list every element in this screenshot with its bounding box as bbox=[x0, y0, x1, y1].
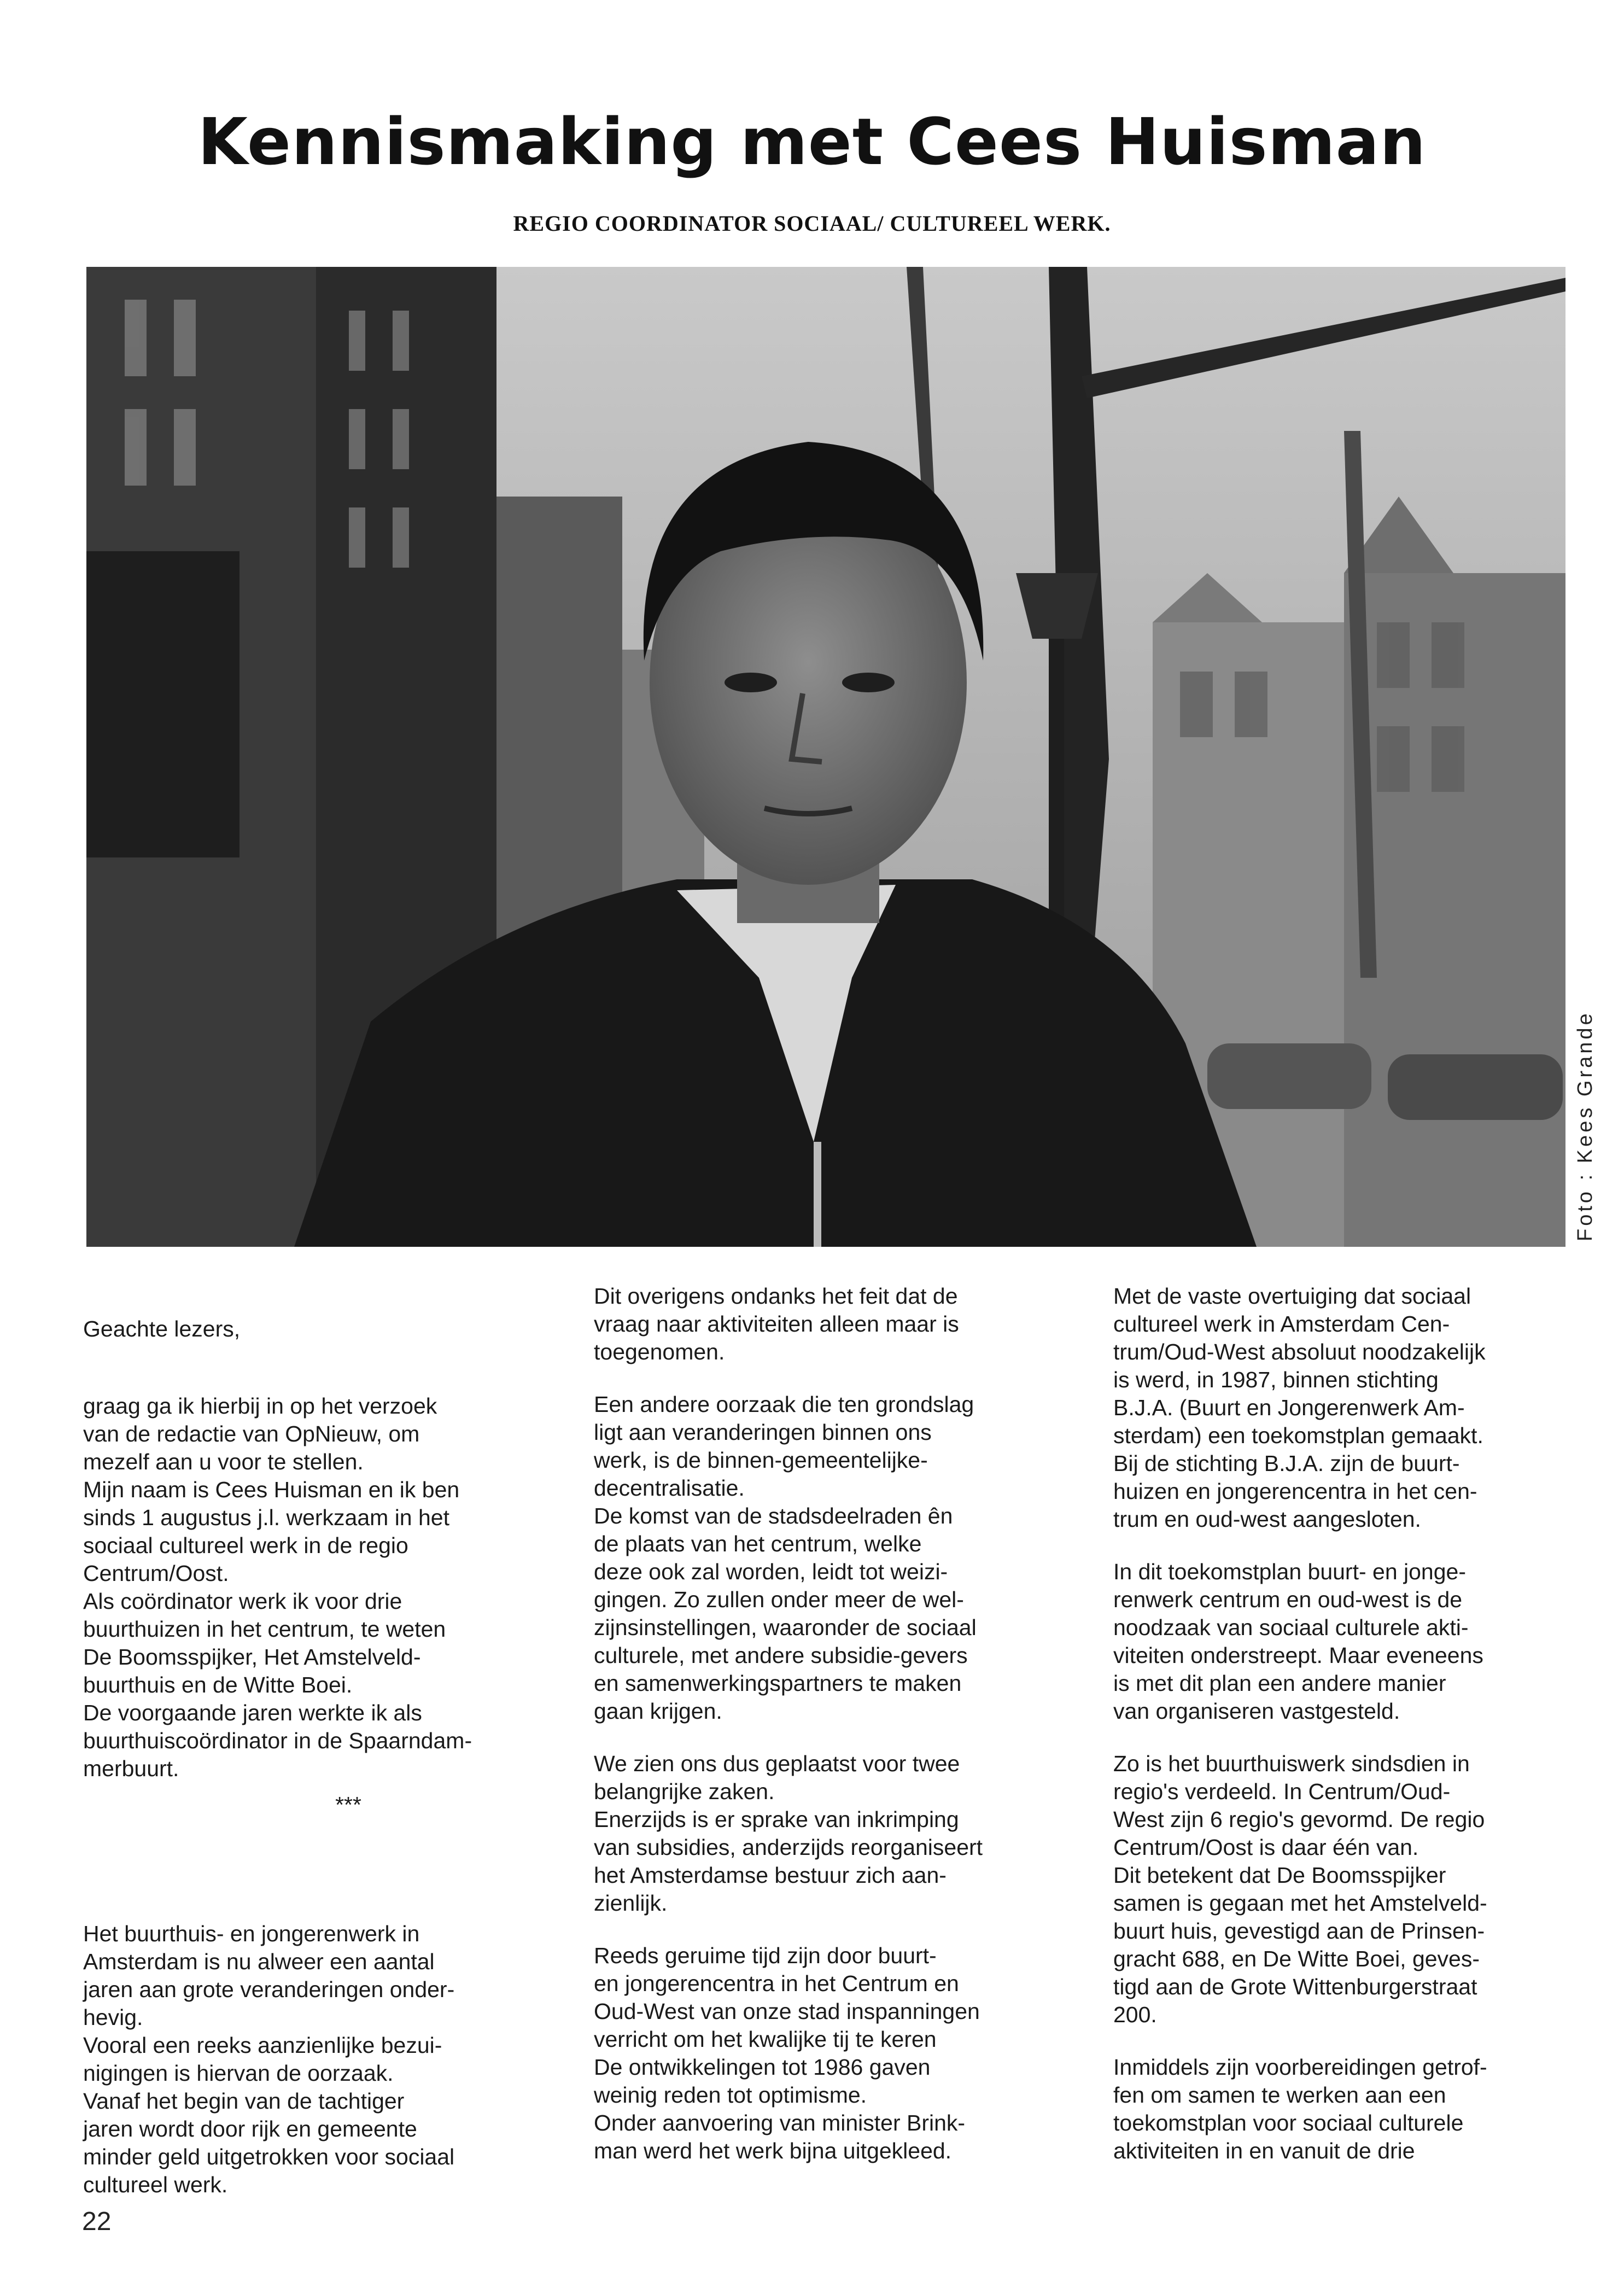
article-title: Kennismaking met Cees Huisman bbox=[197, 104, 1427, 179]
salutation: Geachte lezers, bbox=[83, 1316, 241, 1341]
paragraph: graag ga ik hierbij in op het verzoek van de redactie van OpNieuw, om mezelf aan u voor te stellen. Mijn naam is Cees Huisman en ik ben sinds 1 augustus j.l. werkzaam in het sociaal cultureel werk in de regio Centrum/Oost. Als coördinator werk ik voor drie buurthuizen in het centrum, te weten De Boomsspijker, Het Amstelveld- buurthuis en de Witte Boei. De voorgaande jaren werkte ik als buurthuiscoördinator in de Spaarndam- merbuurt. bbox=[83, 1393, 472, 1781]
page-number: 22 bbox=[82, 2207, 112, 2236]
paragraph: Dit overigens ondanks het feit dat de vraag naar aktiviteiten alleen maar is toegenomen. bbox=[594, 1283, 959, 1364]
article-column-2 bbox=[594, 1282, 1080, 2179]
paragraph: Met de vaste overtuiging dat sociaal cultureel werk in Amsterdam Cen- trum/Oud-West absoluut noodzakelijk is werd, in 1987, binnen stichting B.J.A. (Buurt en Jongerenwerk Am- sterdam) een toekomstplan gemaakt. Bij de stichting B.J.A. zijn de buurt- huizen en jongerencentra in het cen- trum en oud-west aangesloten. bbox=[1113, 1283, 1486, 1532]
article-column-3 bbox=[1113, 1282, 1600, 2179]
section-separator: *** bbox=[335, 1792, 361, 1817]
paragraph: Het buurthuis- en jongerenwerk in Amsterdam is nu alweer een aantal jaren aan grote veranderingen onder- hevig. Vooral een reeks aanzienlijke bezui- nigingen is hiervan de oorzaak. Vanaf het begin van de tachtiger jaren wordt door rijk en gemeente minder geld uitgetrokken voor sociaal cultureel werk. bbox=[83, 1921, 455, 2197]
paragraph: In dit toekomstplan buurt- en jonge- renwerk centrum en oud-west is de noodzaak van sociaal culturele akti- viteiten onderstreept. Maar eveneens is met dit plan een andere manier van organiseren vastgesteld. bbox=[1113, 1559, 1483, 1724]
article-column-1 bbox=[83, 1282, 570, 2197]
paragraph: Inmiddels zijn voorbereidingen getrof- fen om samen te werken aan een toekomstplan voor sociaal culturele aktiviteiten in en vanuit de drie bbox=[1113, 2055, 1487, 2163]
paragraph: Een andere oorzaak die ten grondslag ligt aan veranderingen binnen ons werk, is de binnen-gemeentelijke- decentralisatie. De komst van de stadsdeelraden ên de plaats van het centrum, welke deze ook zal worden, leidt tot weizi- gingen. Zo zullen onder meer de wel- zijnsinstellingen, waaronder de sociaal culturele, met andere subsidie-gevers en samenwerkingspartners te maken gaan krijgen. bbox=[594, 1392, 977, 1724]
portrait-photo bbox=[86, 267, 1565, 1247]
paragraph: Zo is het buurthuiswerk sindsdien in regio's verdeeld. In Centrum/Oud- West zijn 6 regio's gevormd. De regio Centrum/Oost is daar één van. Dit betekent dat De Boomsspijker samen is gegaan met het Amstelveld- buurt huis, gevestigd aan de Prinsen- gracht 688, en De Witte Boei, geves- tigd aan de Grote Wittenburgerstraat 200. bbox=[1113, 1751, 1487, 2027]
photo-credit: Foto : Kees Grande bbox=[1574, 1011, 1597, 1241]
portrait-photo-illustration bbox=[86, 267, 1565, 1247]
article-subtitle: REGIO COORDINATOR SOCIAAL/ CULTUREEL WERK. bbox=[513, 211, 1111, 236]
paragraph: Reeds geruime tijd zijn door buurt- en jongerencentra in het Centrum en Oud-West van onze stad inspanningen verricht om het kwalijke tij te keren De ontwikkelingen tot 1986 gaven weinig reden tot optimisme. Onder aanvoering van minister Brink- man werd het werk bijna uitgekleed. bbox=[594, 1943, 980, 2163]
paragraph: We zien ons dus geplaatst voor twee belangrijke zaken. Enerzijds is er sprake van inkrimping van subsidies, anderzijds reorganiseert het Amsterdamse bestuur zich aan- zienlijk. bbox=[594, 1751, 983, 1916]
